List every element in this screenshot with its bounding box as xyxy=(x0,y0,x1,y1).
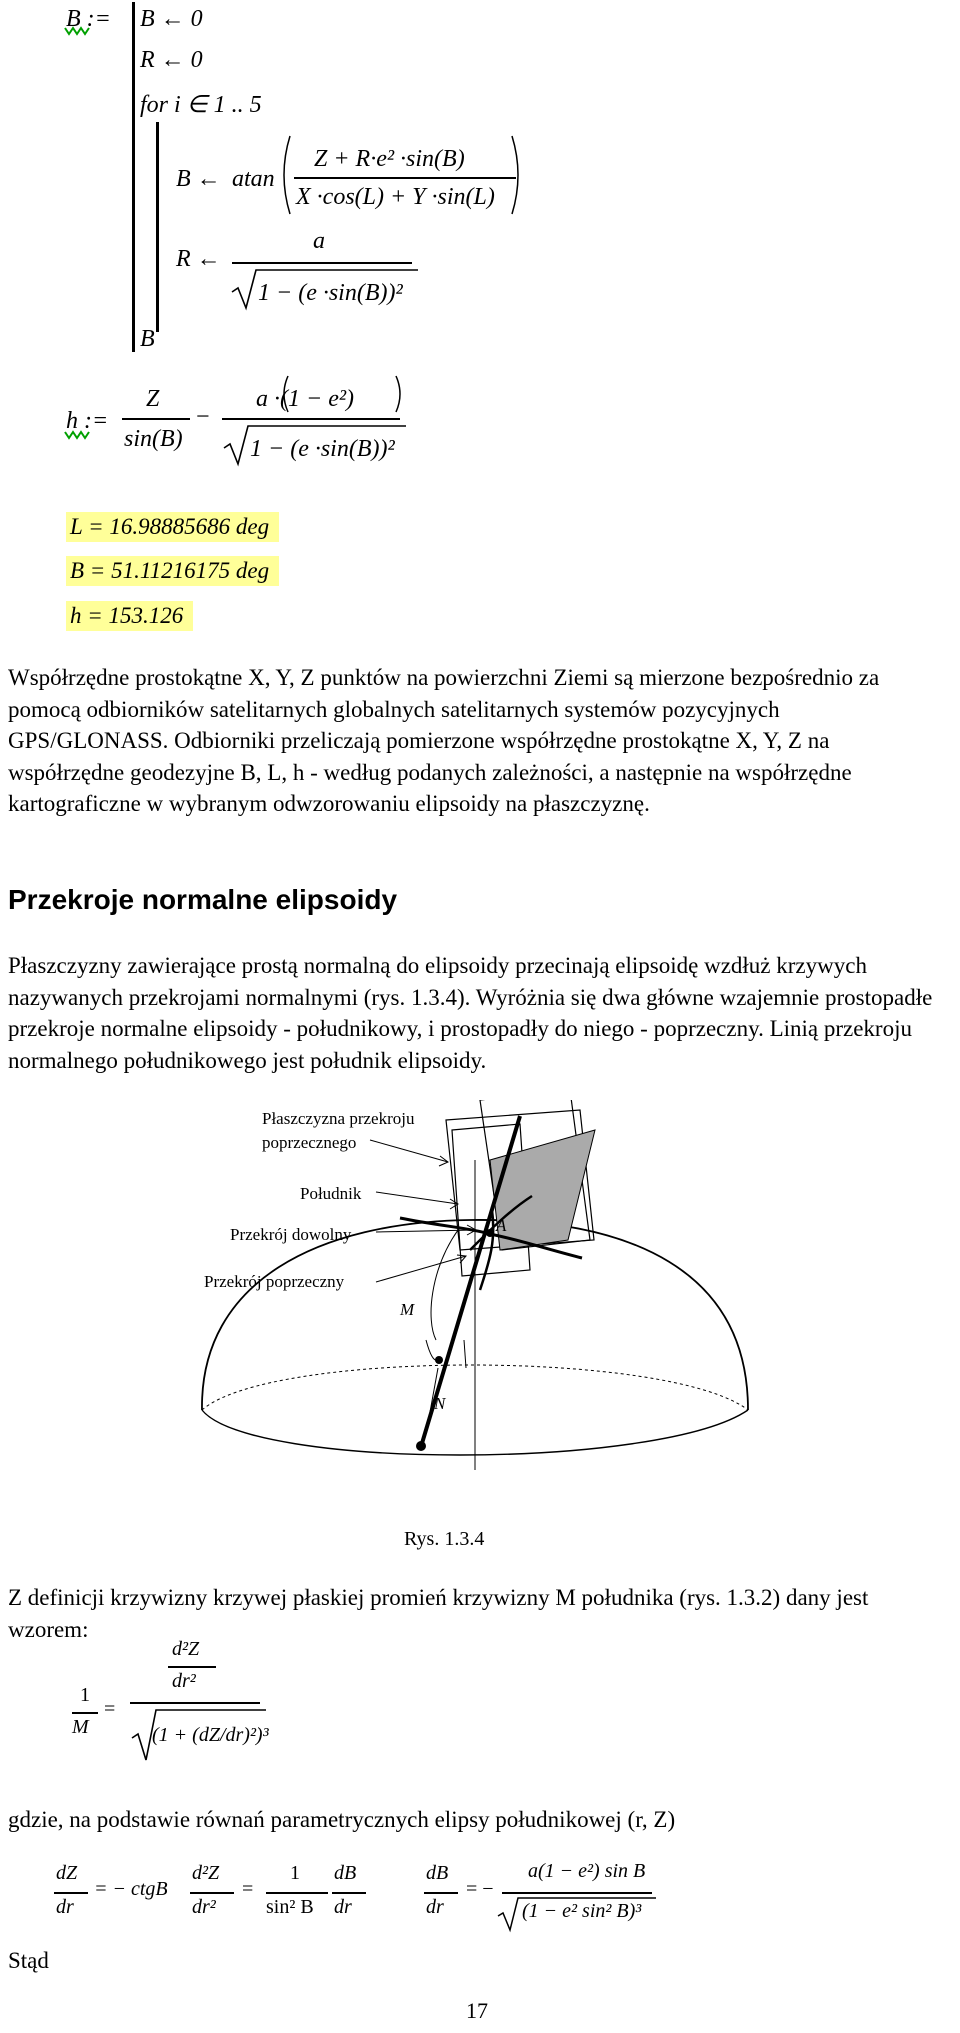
section-heading: Przekroje normalne elipsoidy xyxy=(8,884,398,915)
r-fraction-bar xyxy=(232,262,412,264)
result-L: L = 16.98885686 deg xyxy=(66,512,279,542)
h-frac1-num: Z xyxy=(146,386,160,412)
result-B: B = 51.11216175 deg xyxy=(66,556,279,586)
program-bracket xyxy=(132,2,135,352)
f3-num: dB xyxy=(426,1862,449,1884)
f2-bar xyxy=(190,1892,234,1894)
radius-M-line xyxy=(431,1230,458,1340)
r-lhs: R ← xyxy=(176,246,221,272)
f2-eq: = xyxy=(242,1878,254,1900)
label-transverse-section: Przekrój poprzeczny xyxy=(204,1272,345,1291)
paragraph-parametric: gdzie, na podstawie równań parametrycznych elipsy południkowej (r, Z) xyxy=(8,1807,676,1832)
loop-bracket xyxy=(156,122,159,332)
paragraph-curvature: Z definicji krzywizny krzywej płaskiej promień krzywizny M południka (rys. 1.3.2) dany jest wzorem: xyxy=(8,1585,869,1642)
point-M-dot xyxy=(435,1356,443,1364)
formula-num-bar xyxy=(168,1666,216,1668)
formula-num-den: dr² xyxy=(172,1670,196,1692)
f1-den: dr xyxy=(56,1896,74,1918)
h-minus: − xyxy=(196,404,210,430)
page-number: 17 xyxy=(466,1998,488,2023)
f1-num: dZ xyxy=(56,1862,78,1884)
ellipsoid-figure xyxy=(190,1100,780,1510)
f2-dB-den: dr xyxy=(334,1896,352,1918)
figure-caption: Rys. 1.3.4 xyxy=(404,1528,485,1550)
r-denominator: 1 − (e ·sin(B))² xyxy=(258,280,403,306)
h-frac1-bar xyxy=(122,418,190,420)
stad-label: Stąd xyxy=(8,1948,49,1973)
prog-line-2: R ← 0 xyxy=(140,47,203,73)
paragraph-gnss: Współrzędne prostokątne X, Y, Z punktów na powierzchni Ziemi są mierzone bezpośrednio za pomocą odbiorników satelitarnych globalnych satelitarnych systemów pozycyjnych GPS/GLONASS. Odbiorniki przeliczają pomierzone współrzędne prostokątne X, Y, Z na współrzędne geodezyjne B, L, h - według podanych zależności, a następnie na współrzędne kartograficzne w wybranym odwzorowaniu elipsoidy na płaszczyznę. xyxy=(8,665,880,816)
h-frac2-den: 1 − (e ·sin(B))² xyxy=(250,436,395,462)
label-plane-line2: poprzecznego xyxy=(262,1133,357,1152)
label-arbitrary-section: Przekrój dowolny xyxy=(230,1225,352,1244)
prog-return: B xyxy=(140,326,155,352)
result-h: h = 153.126 xyxy=(66,601,193,631)
paragraph-normal-sections: Płaszczyzny zawierające prostą normalną do elipsoidy przecinają elipsoidę wzdłuż krzywych nazywanych przekrojami normalnymi (rys. 1.3.4). Wyróżnia się dwa główne wzajemnie prostopadłe przekroje normalne elipsoidy - południkowy, i prostopadły do niego - poprzeczny. Linią przekroju normalnego południkowego jest południk elipsoidy. xyxy=(8,953,933,1073)
prog-line-3: for i ∈ 1 .. 5 xyxy=(140,92,262,118)
f2-frac-den: sin² B xyxy=(266,1896,314,1918)
label-plane-line1: Płaszczyzna przekroju xyxy=(262,1109,415,1128)
f1-rhs: = − ctgB xyxy=(94,1878,168,1900)
atan-fraction-bar xyxy=(294,177,516,179)
r-numerator: a xyxy=(313,228,325,254)
f2-dB-bar xyxy=(332,1892,366,1894)
h-frac2-num: a ·(1 − e²) xyxy=(256,386,355,412)
point-A-dot xyxy=(486,1229,494,1237)
f2-frac-num: 1 xyxy=(290,1862,300,1884)
prog-line-1: B ← 0 xyxy=(140,6,203,32)
b-assign-label: B := xyxy=(66,6,111,32)
f3-eq: = − xyxy=(466,1878,494,1900)
point-A-label: A xyxy=(496,1216,507,1235)
formula-den: (1 + (dZ/dr)²)³ xyxy=(152,1724,269,1746)
f3-rhs-num: a(1 − e²) sin B xyxy=(528,1860,646,1882)
f2-dB-num: dB xyxy=(334,1862,357,1884)
h-frac2-bar xyxy=(222,418,400,420)
label-meridian: Południk xyxy=(300,1184,362,1203)
formula-lhs-num: 1 xyxy=(80,1684,90,1706)
f3-bar xyxy=(424,1892,458,1894)
atan-fn: atan xyxy=(232,166,275,192)
point-N-label: N xyxy=(434,1394,446,1413)
h-assign-label: h := xyxy=(66,408,109,434)
point-M-label: M xyxy=(400,1300,415,1319)
atan-denominator: X ·cos(L) + Y ·sin(L) xyxy=(296,184,495,210)
atan-numerator: Z + R·e² ·sin(B) xyxy=(314,146,465,172)
f3-rhs-den: (1 − e² sin² B)³ xyxy=(522,1900,642,1922)
f2-frac-bar xyxy=(266,1892,328,1894)
formula-eq: = xyxy=(104,1698,116,1720)
formula-lhs-bar xyxy=(72,1712,98,1714)
formula-num: d²Z xyxy=(172,1638,200,1660)
atan-lhs: B ← xyxy=(176,166,221,192)
formula-lhs-den: M xyxy=(72,1716,89,1738)
h-frac1-den: sin(B) xyxy=(124,426,183,452)
f1-bar xyxy=(54,1892,88,1894)
f3-den: dr xyxy=(426,1896,444,1918)
point-N-dot xyxy=(416,1441,426,1451)
f2-num: d²Z xyxy=(192,1862,220,1884)
f2-den: dr² xyxy=(192,1896,216,1918)
